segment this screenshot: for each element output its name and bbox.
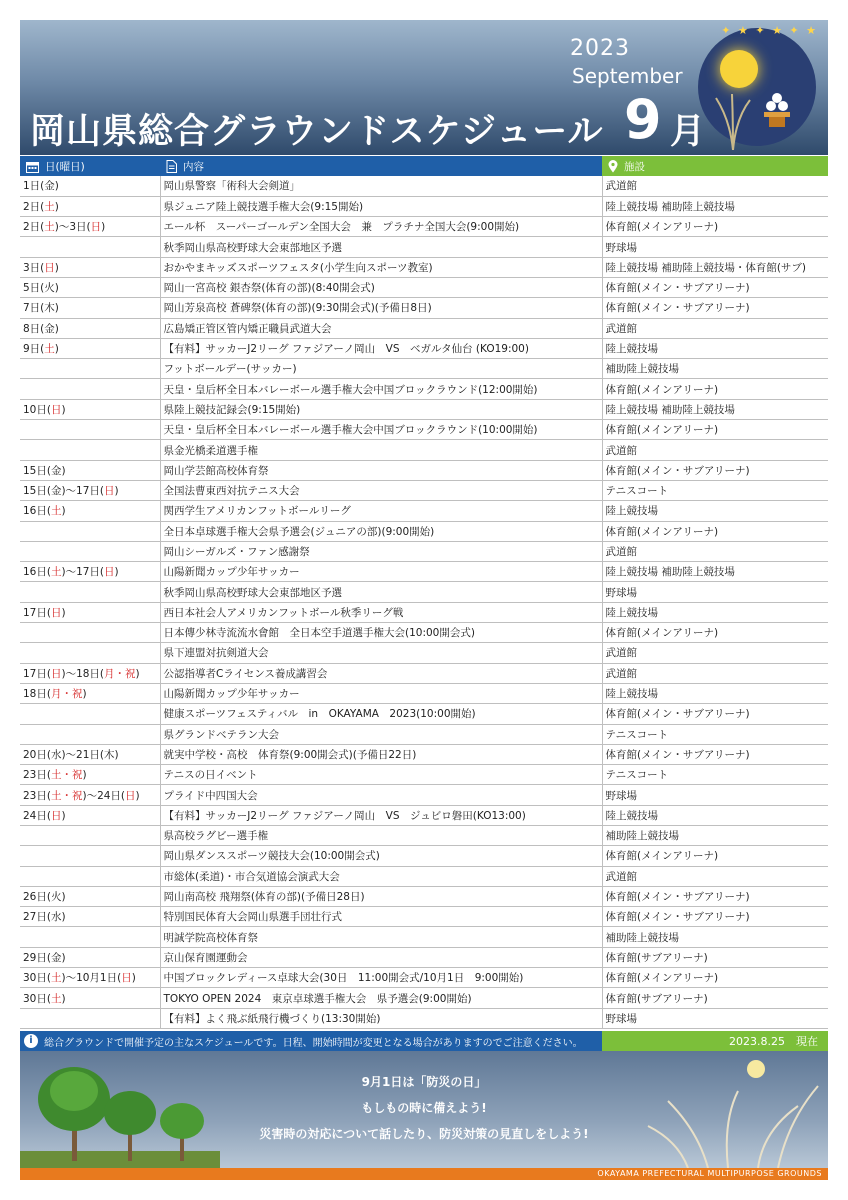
page-header [20, 20, 828, 155]
table-row [20, 744, 828, 764]
date-segment: ) [61, 992, 66, 1005]
table-row [20, 318, 828, 338]
date-segment: 土 [50, 992, 62, 1005]
venue-cell: 陸上競技場 補助陸上競技場 [602, 562, 828, 582]
date-segment: 日 [125, 789, 136, 802]
content-cell: 県グランドベテラン大会 [160, 724, 602, 744]
tsukimi-dango-icon [760, 92, 794, 128]
venue-cell: テニスコート [602, 724, 828, 744]
date-segment: ) [135, 789, 140, 802]
table-row [20, 927, 828, 947]
date-segment: 23日( [23, 769, 51, 782]
date-cell [20, 785, 160, 805]
table-row [20, 805, 828, 825]
date-cell [20, 501, 160, 521]
table-row [20, 968, 828, 988]
content-cell: 関西学生アメリカンフットボールリーグ [160, 501, 602, 521]
as-of-date-area [602, 1031, 828, 1051]
content-cell: エール杯 スーパーゴールデン全国大会 兼 プラチナ全国大会(9:00開始) [160, 217, 602, 237]
date-segment: ) [54, 261, 59, 274]
date-segment: ) [114, 485, 119, 498]
content-column-header [160, 156, 602, 176]
date-cell [20, 298, 160, 318]
venue-cell: 体育館(メインアリーナ) [602, 968, 828, 988]
venue-cell: 武道館 [602, 176, 828, 196]
date-segment: 月・祝 [104, 667, 136, 680]
venue-cell: 野球場 [602, 785, 828, 805]
date-segment: 日 [50, 606, 62, 619]
date-segment: 30日( [23, 992, 51, 1005]
date-segment: ) [61, 403, 66, 416]
table-row [20, 663, 828, 683]
venue-cell: 武道館 [602, 866, 828, 886]
table-row [20, 866, 828, 886]
venue-cell: 陸上競技場 [602, 501, 828, 521]
date-cell [20, 765, 160, 785]
date-cell [20, 440, 160, 460]
date-segment: ) [61, 809, 66, 822]
table-row [20, 338, 828, 358]
content-cell: 特別国民体育大会岡山県選手団壮行式 [160, 907, 602, 927]
venue-cell: 陸上競技場 補助陸上競技場 [602, 196, 828, 216]
date-segment: ) [101, 221, 106, 234]
date-segment: 29日(金) [23, 951, 66, 964]
date-cell [20, 176, 160, 196]
table-row [20, 399, 828, 419]
date-cell [20, 582, 160, 602]
map-pin-icon [608, 160, 618, 173]
content-cell: おかやまキッズスポーツフェスタ(小学生向スポーツ教室) [160, 257, 602, 277]
month-number: 9 [624, 88, 662, 151]
venue-cell: 武道館 [602, 541, 828, 561]
venue-cell: 体育館(メイン・サブアリーナ) [602, 886, 828, 906]
venue-cell: 体育館(メインアリーナ) [602, 846, 828, 866]
disaster-day-line3: 災害時の対応について話したり、防災対策の見直しをしよう! [259, 1127, 589, 1141]
date-cell [20, 663, 160, 683]
table-row [20, 683, 828, 703]
venue-cell: 陸上競技場 [602, 805, 828, 825]
date-segment: ) [54, 343, 59, 356]
table-row [20, 785, 828, 805]
content-cell: 【有料】よく飛ぶ紙飛行機づくり(13:30開始) [160, 1008, 602, 1028]
venue-cell: テニスコート [602, 480, 828, 500]
date-cell [20, 623, 160, 643]
content-cell: 岡山シーガルズ・ファン感謝祭 [160, 541, 602, 561]
venue-cell: 陸上競技場 補助陸上競技場・体育館(サブ) [602, 257, 828, 277]
table-row [20, 440, 828, 460]
date-segment: 16日( [23, 566, 51, 579]
venue-cell: テニスコート [602, 765, 828, 785]
content-cell: 【有料】サッカーJ2リーグ ファジアーノ岡山 VS ジュビロ磐田(KO13:00) [160, 805, 602, 825]
date-segment: 土 [44, 200, 55, 213]
date-segment: 30日( [23, 972, 51, 985]
date-segment: ) [135, 667, 140, 680]
full-moon-icon [720, 50, 758, 88]
disaster-day-title: 9月1日は「防災の日」 [361, 1075, 487, 1089]
date-segment: 日 [44, 261, 55, 274]
content-cell: 西日本社会人アメリカンフットボール秋季リーグ戦 [160, 602, 602, 622]
content-cell: 岡山県ダンススポーツ競技大会(10:00開会式) [160, 846, 602, 866]
date-cell [20, 257, 160, 277]
date-column-label: 日(曜日) [45, 160, 85, 173]
content-cell: 秋季岡山県高校野球大会東部地区予選 [160, 582, 602, 602]
date-cell [20, 643, 160, 663]
date-cell [20, 379, 160, 399]
date-segment: )～17日( [61, 566, 105, 579]
date-segment: ) [82, 769, 87, 782]
venue-cell: 体育館(メイン・サブアリーナ) [602, 704, 828, 724]
date-segment: 2日( [23, 200, 45, 213]
table-row [20, 623, 828, 643]
date-cell [20, 805, 160, 825]
date-column-header [20, 156, 160, 176]
content-cell: 岡山芳泉高校 蒼碑祭(体育の部)(9:30開会式)(予備日8日) [160, 298, 602, 318]
venue-cell: 体育館(メインアリーナ) [602, 623, 828, 643]
date-segment: 日 [50, 403, 62, 416]
date-cell [20, 277, 160, 297]
date-cell [20, 541, 160, 561]
date-cell [20, 460, 160, 480]
date-segment: 土 [44, 343, 55, 356]
content-cell: 県下連盟対抗剣道大会 [160, 643, 602, 663]
date-cell [20, 480, 160, 500]
table-row [20, 704, 828, 724]
content-cell: 岡山南高校 飛翔祭(体育の部)(予備日28日) [160, 886, 602, 906]
content-cell: 京山保育園運動会 [160, 947, 602, 967]
notice-bar [20, 1031, 828, 1051]
table-row [20, 1008, 828, 1028]
year-label: 2023 [570, 36, 630, 61]
date-cell [20, 338, 160, 358]
table-row [20, 846, 828, 866]
venue-cell: 武道館 [602, 663, 828, 683]
date-segment: 18日( [23, 688, 51, 701]
venue-cell: 体育館(メインアリーナ) [602, 521, 828, 541]
date-cell [20, 521, 160, 541]
date-segment: )～3日( [54, 221, 91, 234]
content-cell: 県金光橋柔道選手権 [160, 440, 602, 460]
table-row [20, 765, 828, 785]
venue-cell: 体育館(メイン・サブアリーナ) [602, 744, 828, 764]
date-segment: 20日(水)～21日(木) [23, 748, 119, 761]
date-segment: 土・祝 [50, 769, 83, 782]
date-segment: 27日(水) [23, 911, 66, 924]
as-of-date: 2023.8.25 現在 [729, 1035, 818, 1048]
date-segment: 10日( [23, 403, 51, 416]
date-segment: 日 [104, 566, 115, 579]
date-segment: 2日( [23, 221, 45, 234]
content-cell: 就実中学校・高校 体育祭(9:00開会式)(予備日22日) [160, 744, 602, 764]
date-cell [20, 602, 160, 622]
content-cell: 全日本卓球選手権大会県予選会(ジュニアの部)(9:00開始) [160, 521, 602, 541]
date-cell [20, 927, 160, 947]
date-segment: 23日( [23, 789, 51, 802]
date-cell [20, 359, 160, 379]
table-row [20, 826, 828, 846]
date-cell [20, 704, 160, 724]
date-segment: 17日( [23, 606, 51, 619]
document-icon [166, 160, 177, 173]
content-cell: 岡山一宮高校 銀杏祭(体育の部)(8:40開会式) [160, 277, 602, 297]
info-icon: i [24, 1034, 38, 1048]
table-row [20, 277, 828, 297]
venue-cell: 武道館 [602, 643, 828, 663]
venue-cell: 体育館(メインアリーナ) [602, 217, 828, 237]
date-segment: ) [82, 688, 87, 701]
venue-cell: 野球場 [602, 582, 828, 602]
table-header-row [20, 156, 828, 176]
venue-cell: 武道館 [602, 318, 828, 338]
date-segment: 土 [44, 221, 55, 234]
date-cell [20, 724, 160, 744]
content-cell: 岡山県警察「術科大会剣道」 [160, 176, 602, 196]
footer-illustration [20, 1051, 828, 1168]
date-segment: 24日( [23, 809, 51, 822]
date-segment: 17日( [23, 667, 51, 680]
table-row [20, 643, 828, 663]
content-cell: 中国ブロックレディース卓球大会(30日 11:00開会式/10月1日 9:00開始) [160, 968, 602, 988]
date-segment: ) [61, 505, 66, 518]
table-row [20, 988, 828, 1008]
venue-cell: 補助陸上競技場 [602, 927, 828, 947]
venue-cell: 陸上競技場 [602, 683, 828, 703]
venue-cell: 体育館(メイン・サブアリーナ) [602, 277, 828, 297]
date-segment: ) [114, 566, 119, 579]
notice-text-area [20, 1031, 602, 1051]
date-segment: 9日( [23, 343, 45, 356]
content-cell: 県ジュニア陸上競技選手権大会(9:15開始) [160, 196, 602, 216]
date-segment: 日 [121, 972, 132, 985]
date-segment: 月・祝 [50, 688, 83, 701]
date-cell [20, 744, 160, 764]
content-cell: 天皇・皇后杯全日本バレーボール選手権大会中国ブロックラウンド(12:00開始) [160, 379, 602, 399]
date-cell [20, 196, 160, 216]
venue-cell: 補助陸上競技場 [602, 826, 828, 846]
date-segment: 16日( [23, 505, 51, 518]
table-row [20, 359, 828, 379]
content-column-label: 内容 [183, 160, 204, 173]
date-segment: 1日(金) [23, 180, 59, 193]
content-cell: 県陸上競技記録会(9:15開始) [160, 399, 602, 419]
notice-text: 総合グラウンドで開催予定の主なスケジュールです。日程、開始時間が変更となる場合がありますのでご注意ください。 [44, 1037, 583, 1049]
venue-column-label: 施設 [624, 160, 645, 173]
organization-name: OKAYAMA PREFECTURAL MULTIPURPOSE GROUNDS [597, 1169, 822, 1178]
date-cell [20, 399, 160, 419]
schedule-table [20, 156, 828, 1029]
venue-cell: 野球場 [602, 1008, 828, 1028]
date-cell [20, 826, 160, 846]
content-cell: 【有料】サッカーJ2リーグ ファジアーノ岡山 VS ベガルタ仙台 (KO19:00) [160, 338, 602, 358]
date-segment: )～24日( [82, 789, 126, 802]
date-segment: 3日( [23, 261, 45, 274]
table-row [20, 501, 828, 521]
table-row [20, 298, 828, 318]
venue-cell: 陸上競技場 補助陸上競技場 [602, 399, 828, 419]
content-cell: フットボールデー(サッカー) [160, 359, 602, 379]
page-title: 岡山県総合グラウンドスケジュール [30, 112, 604, 152]
month-kanji: 月 [670, 112, 706, 152]
date-segment: 土 [50, 505, 62, 518]
content-cell: 岡山学芸館高校体育祭 [160, 460, 602, 480]
calendar-icon [26, 161, 39, 173]
content-cell: TOKYO OPEN 2024 東京卓球選手権大会 県予選会(9:00開始) [160, 988, 602, 1008]
date-cell [20, 562, 160, 582]
date-segment: 15日(金) [23, 464, 66, 477]
table-row [20, 176, 828, 196]
table-row [20, 217, 828, 237]
content-cell: 全国法曹東西対抗テニス大会 [160, 480, 602, 500]
table-row [20, 541, 828, 561]
date-segment: ) [61, 606, 66, 619]
date-cell [20, 420, 160, 440]
date-cell [20, 237, 160, 257]
venue-column-header [602, 156, 828, 176]
date-cell [20, 968, 160, 988]
venue-cell: 補助陸上競技場 [602, 359, 828, 379]
venue-cell: 陸上競技場 [602, 338, 828, 358]
content-cell: 広島矯正管区管内矯正職員武道大会 [160, 318, 602, 338]
table-row [20, 886, 828, 906]
date-segment: 日 [90, 221, 102, 234]
date-cell [20, 683, 160, 703]
content-cell: 県高校ラグビー選手権 [160, 826, 602, 846]
content-cell: 山陽新聞カップ少年サッカー [160, 683, 602, 703]
date-segment: 7日(木) [23, 302, 59, 315]
stars-icon: ✦ ★ ✦ ★ ✦ ★ [721, 24, 818, 37]
date-cell [20, 886, 160, 906]
disaster-day-line2: もしもの時に備えよう! [361, 1101, 487, 1115]
date-cell [20, 318, 160, 338]
date-cell [20, 947, 160, 967]
content-cell: 山陽新聞カップ少年サッカー [160, 562, 602, 582]
venue-cell: 体育館(サブアリーナ) [602, 947, 828, 967]
table-row [20, 907, 828, 927]
table-row [20, 947, 828, 967]
table-row [20, 257, 828, 277]
date-segment: 日 [50, 809, 62, 822]
footer-bar [20, 1168, 828, 1180]
content-cell: 明誠学院高校体育祭 [160, 927, 602, 947]
table-row [20, 196, 828, 216]
date-segment: 土・祝 [50, 789, 83, 802]
date-segment: )～18日( [61, 667, 105, 680]
venue-cell: 体育館(メイン・サブアリーナ) [602, 460, 828, 480]
month-english-label: September [572, 64, 683, 88]
date-segment: 15日(金)～17日( [23, 485, 105, 498]
content-cell: 健康スポーツフェスティバル in OKAYAMA 2023(10:00開始) [160, 704, 602, 724]
table-row [20, 420, 828, 440]
date-cell [20, 866, 160, 886]
table-row [20, 602, 828, 622]
date-segment: )～10月1日( [61, 972, 122, 985]
venue-cell: 体育館(メイン・サブアリーナ) [602, 907, 828, 927]
date-segment: 5日(火) [23, 282, 59, 295]
date-segment: 土 [50, 972, 62, 985]
venue-cell: 体育館(メインアリーナ) [602, 420, 828, 440]
content-cell: プライド中四国大会 [160, 785, 602, 805]
date-cell [20, 907, 160, 927]
content-cell: 日本傳少林寺流流水會館 全日本空手道選手権大会(10:00開会式) [160, 623, 602, 643]
date-segment: ) [131, 972, 136, 985]
venue-cell: 武道館 [602, 440, 828, 460]
content-cell: 市総体(柔道)・市合気道協会演武大会 [160, 866, 602, 886]
date-segment: 日 [104, 485, 115, 498]
date-segment: ) [54, 200, 59, 213]
date-cell [20, 846, 160, 866]
date-segment: 8日(金) [23, 322, 59, 335]
pampas-grass-icon [708, 90, 758, 150]
content-cell: 秋季岡山県高校野球大会東部地区予選 [160, 237, 602, 257]
table-row [20, 724, 828, 744]
venue-cell: 体育館(メインアリーナ) [602, 379, 828, 399]
schedule-body [20, 176, 828, 1028]
date-cell [20, 1008, 160, 1028]
content-cell: 公認指導者Cライセンス養成講習会 [160, 663, 602, 683]
date-cell [20, 988, 160, 1008]
date-segment: 土 [50, 566, 62, 579]
date-segment: 26日(火) [23, 891, 66, 904]
date-segment: 日 [50, 667, 62, 680]
table-row [20, 460, 828, 480]
content-cell: 天皇・皇后杯全日本バレーボール選手権大会中国ブロックラウンド(10:00開始) [160, 420, 602, 440]
table-row [20, 582, 828, 602]
table-row [20, 521, 828, 541]
date-cell [20, 217, 160, 237]
venue-cell: 体育館(サブアリーナ) [602, 988, 828, 1008]
table-row [20, 480, 828, 500]
venue-cell: 体育館(メイン・サブアリーナ) [602, 298, 828, 318]
venue-cell: 野球場 [602, 237, 828, 257]
table-row [20, 562, 828, 582]
table-row [20, 379, 828, 399]
venue-cell: 陸上競技場 [602, 602, 828, 622]
table-row [20, 237, 828, 257]
content-cell: テニスの日イベント [160, 765, 602, 785]
